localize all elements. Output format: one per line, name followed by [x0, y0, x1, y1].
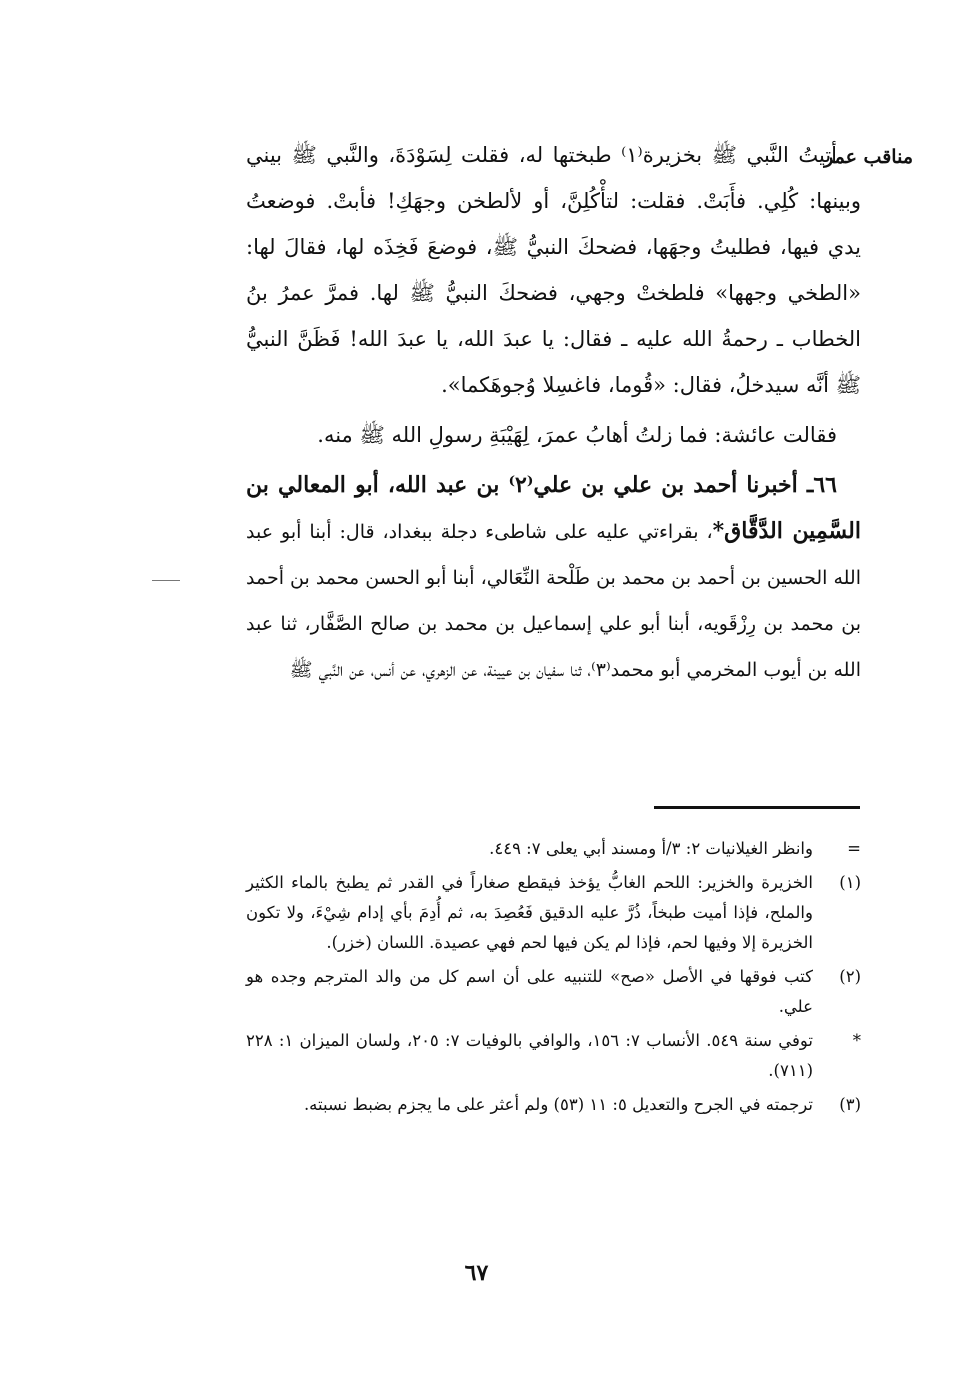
- page-number: ٦٧: [464, 1260, 489, 1286]
- footnote-marker: (٢): [839, 967, 861, 986]
- footnote: [246, 962, 861, 1022]
- hadith-entry: [246, 462, 861, 692]
- footnote-marker: (١): [839, 873, 861, 892]
- body-paragraph: أتيتُ النَّبي ﷺ بخزيرة⁽١⁾ طبختها له، فقلت لِسَوْدَةَ، والنَّبي ﷺ بيني وبينها: كُلِي. فأَبَتْ. فقلت: لتأْكُلِنَّ، أو لألطخن وجهَكِ! فأبتْ. فوضعتُ يدي فيها، فطليتُ وجهَها، فضحكَ النبيُّ ﷺ، فوضعَ فَخِذَه لها، فقالَ لها: «الطخي وجهها» فلطختْ وجهي، فضحكَ النبيُّ ﷺ لها. فمرَّ عمرُ بنُ الخطاب ـ رحمةُ الله عليه ـ فقال: يا عبدَ الله، يا عبدَ الله! فَظَنَّ النبيُّ ﷺ أنَّه سيدخلُ، فقال: «قُوما، فاغسِلا وُجوهَكما».: [246, 143, 861, 397]
- footnote-text: الخزيرة والخزير: اللحم الغابُّ يؤخذ فيقطع صغاراً في القدر ثم يطبخ بالماء الكثير والملح، فإذا أميت طبخاً، ذُرَّ عليه الدقيق فَعُصِدَ به، ثم أُدِمَ بأي إدام شِيْءَ، ولا تكون الخزيرة إلا وفيها لحم، فإذا لم يكن فيها لحم فهي عصيدة. اللسان (خزر).: [246, 873, 813, 952]
- footnote-text: توفي سنة ٥٤٩. الأنساب ٧: ١٥٦، والوافي بالوفيات ٧: ٢٠٥، ولسان الميزان ١: ٢٢٨ (٧١١).: [246, 1031, 813, 1080]
- footnote-text: ترجمته في الجرح والتعديل ٥: ١١ (٥٣) ولم أعثر على ما يجزم بضبط نسبته.: [303, 1095, 813, 1114]
- footnote-marker: (٣): [839, 1095, 861, 1114]
- footnotes: [246, 834, 861, 1124]
- footnote-text: وانظر الغيلانيات ٢: ٣/أ ومسند أبي يعلى ٧: ٤٤٩.: [489, 839, 813, 858]
- footnote-text: كتب فوقها في الأصل «صح» للتنبيه على أن اسم كل من والد المترجم وجده هو علي.: [246, 967, 813, 1016]
- body-paragraph: فقالت عائشة: فما زلتُ أهابُ عمرَ، لِهَيْبَةِ رسولِ الله ﷺ منه.: [317, 423, 837, 447]
- footnote: [246, 834, 861, 864]
- footnote: [246, 868, 861, 958]
- hadith-heading: ٦٦ـ أخبرنا أحمد بن علي بن علي⁽٢⁾ بن عبد الله، أبو المعالي بن السَّمِين الدَّقَّاق*: [246, 472, 861, 544]
- margin-section-heading: مناقب عمر: [824, 146, 913, 168]
- footnote-marker: *: [852, 1031, 861, 1050]
- footnote: [246, 1090, 861, 1120]
- margin-mark: [152, 580, 180, 581]
- hadith-chain: ، بقراءتي عليه على شاطىء دجلة ببغداد، قال: أبنا أبو عبد الله الحسين بن أحمد بن محمد بن طَلْحة النِّعَالي، أبنا أبو الحسن محمد بن أحمد بن محمد بن رِزْقَويه، أبنا أبو علي إسماعيل بن محمد بن صالح الصَّفَّار، ثنا عبد الله بن أيوب المخرمي أبو محمد⁽٣⁾، ثنا سفيان بن عيينة، عن الزهري، عن أنس، عن النَّبي ﷺ: [246, 521, 861, 681]
- footnote: [246, 1026, 861, 1086]
- footnote-separator: [654, 806, 860, 809]
- footnote-marker: =: [847, 839, 861, 858]
- main-text: [246, 132, 861, 692]
